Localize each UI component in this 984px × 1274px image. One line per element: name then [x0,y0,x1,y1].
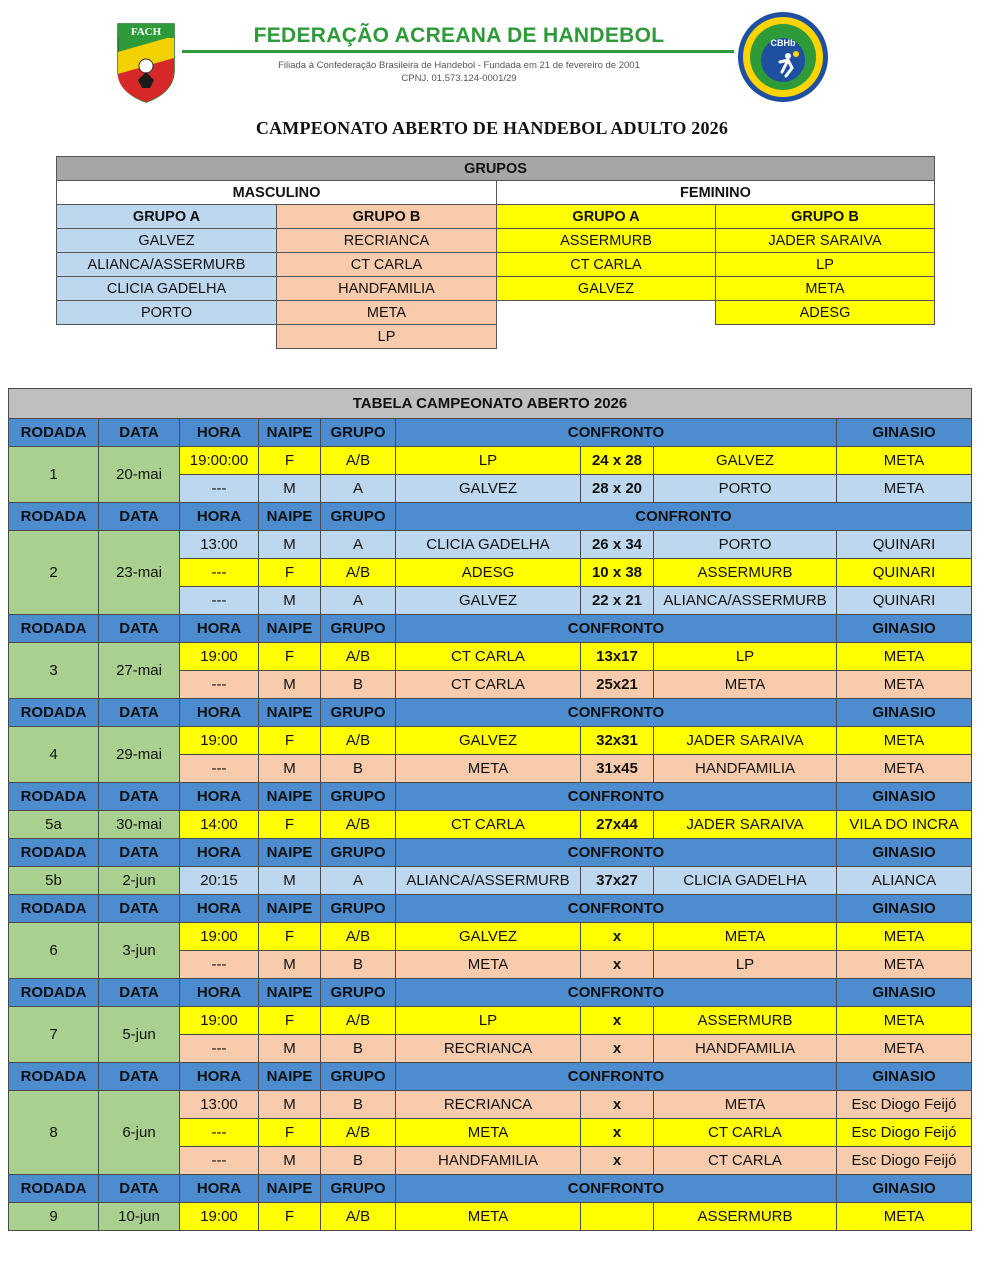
game-gender: M [259,587,321,615]
header-grupo: GRUPO [321,503,396,531]
round-date: 20-mai [99,447,180,503]
header-ginasio: GINASIO [837,895,972,923]
game-gender: F [259,1007,321,1035]
away-team: CT CARLA [654,1119,837,1147]
game-group: A/B [321,923,396,951]
game-group: A/B [321,811,396,839]
home-team: CLICIA GADELHA [396,531,581,559]
masc-group-a-header: GRUPO A [57,205,277,229]
round-date: 5-jun [99,1007,180,1063]
game-gender: F [259,559,321,587]
game-time: 19:00 [180,1007,259,1035]
header-rodada: RODADA [9,783,99,811]
home-team: GALVEZ [396,475,581,503]
away-team: ASSERMURB [654,1203,837,1231]
header-data: DATA [99,895,180,923]
header-data: DATA [99,615,180,643]
home-team: CT CARLA [396,643,581,671]
header-hora: HORA [180,979,259,1007]
header-naipe: NAIPE [259,615,321,643]
game-time: --- [180,1119,259,1147]
round-number: 5a [9,811,99,839]
fem-group-b-team: META [716,277,935,301]
header-hora: HORA [180,503,259,531]
masc-group-b-header: GRUPO B [277,205,497,229]
game-group: A/B [321,447,396,475]
header-data: DATA [99,979,180,1007]
round-number: 8 [9,1091,99,1175]
header-ginasio: GINASIO [837,1063,972,1091]
game-gender: M [259,755,321,783]
masc-group-a-team: CLICIA GADELHA [57,277,277,301]
away-team: CT CARLA [654,1147,837,1175]
header-grupo: GRUPO [321,699,396,727]
masc-group-b-team: HANDFAMILIA [277,277,497,301]
header-confronto: CONFRONTO [396,979,837,1007]
header-hora: HORA [180,895,259,923]
round-header-row [9,1175,972,1203]
game-time: --- [180,755,259,783]
header-naipe: NAIPE [259,419,321,447]
fach-logo [116,22,176,104]
header-naipe: NAIPE [259,1063,321,1091]
game-row [9,727,972,755]
feminino-header: FEMININO [497,181,935,205]
round-number: 6 [9,923,99,979]
round-number: 1 [9,447,99,503]
away-team: GALVEZ [654,447,837,475]
venue: QUINARI [837,587,972,615]
header-hora: HORA [180,783,259,811]
game-gender: F [259,923,321,951]
away-team: JADER SARAIVA [654,811,837,839]
groups-title: GRUPOS [57,157,935,181]
game-score: 32x31 [581,727,654,755]
header-rodada: RODADA [9,839,99,867]
game-gender: F [259,1203,321,1231]
game-row [9,923,972,951]
header-naipe: NAIPE [259,1175,321,1203]
header-data: DATA [99,419,180,447]
header-data: DATA [99,503,180,531]
masc-group-b-team: META [277,301,497,325]
header-rodada: RODADA [9,615,99,643]
game-row [9,643,972,671]
game-group: A/B [321,559,396,587]
round-number: 2 [9,531,99,615]
round-number: 5b [9,867,99,895]
game-row [9,531,972,559]
game-group: A/B [321,643,396,671]
fem-group-a-header: GRUPO A [497,205,716,229]
game-row [9,1007,972,1035]
schedule-title: TABELA CAMPEONATO ABERTO 2026 [9,389,972,419]
home-team: GALVEZ [396,727,581,755]
game-time: 19:00 [180,1203,259,1231]
game-time: --- [180,951,259,979]
round-date: 2-jun [99,867,180,895]
game-gender: M [259,1147,321,1175]
away-team: CLICIA GADELHA [654,867,837,895]
away-team: ALIANCA/ASSERMURB [654,587,837,615]
header-ginasio: GINASIO [837,839,972,867]
round-date: 10-jun [99,1203,180,1231]
cbhb-logo [736,10,830,104]
game-group: A/B [321,1203,396,1231]
round-date: 30-mai [99,811,180,839]
masculino-header: MASCULINO [57,181,497,205]
away-team: META [654,671,837,699]
away-team: META [654,923,837,951]
header-confronto: CONFRONTO [396,839,837,867]
round-header-row [9,839,972,867]
game-score: 31x45 [581,755,654,783]
round-header-row [9,419,972,447]
header-grupo: GRUPO [321,1175,396,1203]
header-confronto: CONFRONTO [396,783,837,811]
game-group: A/B [321,1007,396,1035]
game-gender: M [259,867,321,895]
header-confronto: CONFRONTO [396,1175,837,1203]
home-team: CT CARLA [396,671,581,699]
game-time: --- [180,671,259,699]
header-confronto: CONFRONTO [396,895,837,923]
game-time: --- [180,587,259,615]
venue: META [837,755,972,783]
venue: META [837,1203,972,1231]
round-date: 6-jun [99,1091,180,1175]
game-time: 13:00 [180,1091,259,1119]
cbhb-logo-text: CBHb [770,38,796,48]
game-row [9,447,972,475]
round-date: 29-mai [99,727,180,783]
header-rodada: RODADA [9,979,99,1007]
game-score: x [581,1147,654,1175]
venue: QUINARI [837,559,972,587]
venue: META [837,1035,972,1063]
fem-group-a-team: CT CARLA [497,253,716,277]
masc-group-a-team: PORTO [57,301,277,325]
header-hora: HORA [180,419,259,447]
venue: Esc Diogo Feijó [837,1147,972,1175]
away-team: META [654,1091,837,1119]
game-score: 37x27 [581,867,654,895]
header-data: DATA [99,1175,180,1203]
header-naipe: NAIPE [259,839,321,867]
game-gender: F [259,811,321,839]
game-time: 14:00 [180,811,259,839]
venue: META [837,727,972,755]
round-header-row [9,979,972,1007]
round-header-row [9,783,972,811]
header-ginasio: GINASIO [837,979,972,1007]
federation-divider [182,50,734,53]
game-row [9,811,972,839]
header-rodada: RODADA [9,419,99,447]
header-ginasio: GINASIO [837,419,972,447]
header-naipe: NAIPE [259,979,321,1007]
round-header-row [9,503,972,531]
away-team: LP [654,643,837,671]
game-gender: M [259,1091,321,1119]
empty-cell [497,325,716,349]
game-group: B [321,1035,396,1063]
federation-affiliation: Filiada à Confederação Brasileira de Handebol - Fundada em 21 de fevereiro de 2001 [278,60,640,71]
game-row [9,1203,972,1231]
venue: META [837,671,972,699]
header-ginasio: GINASIO [837,1175,972,1203]
game-time: 19:00 [180,923,259,951]
round-number: 3 [9,643,99,699]
game-time: --- [180,1035,259,1063]
home-team: META [396,1203,581,1231]
round-number: 7 [9,1007,99,1063]
round-header-row [9,615,972,643]
game-score: 28 x 20 [581,475,654,503]
header-ginasio: GINASIO [837,615,972,643]
header-rodada: RODADA [9,1063,99,1091]
game-time: --- [180,1147,259,1175]
away-team: PORTO [654,475,837,503]
home-team: HANDFAMILIA [396,1147,581,1175]
fem-group-b-team: ADESG [716,301,935,325]
header-hora: HORA [180,615,259,643]
home-team: LP [396,1007,581,1035]
home-team: META [396,951,581,979]
game-group: B [321,1147,396,1175]
game-score: x [581,1119,654,1147]
venue: META [837,1007,972,1035]
masc-group-b-team: RECRIANCA [277,229,497,253]
header-ginasio: GINASIO [837,699,972,727]
game-group: B [321,951,396,979]
game-group: A [321,587,396,615]
away-team: ASSERMURB [654,559,837,587]
home-team: GALVEZ [396,587,581,615]
home-team: RECRIANCA [396,1035,581,1063]
header-rodada: RODADA [9,1175,99,1203]
federation-title: FEDERAÇÃO ACREANA DE HANDEBOL [253,24,665,47]
game-group: A/B [321,727,396,755]
home-team: ADESG [396,559,581,587]
game-group: A [321,475,396,503]
round-date: 23-mai [99,531,180,615]
game-group: A/B [321,1119,396,1147]
game-row [9,1091,972,1119]
empty-cell [497,301,716,325]
game-score: x [581,951,654,979]
venue: META [837,951,972,979]
header-data: DATA [99,699,180,727]
header-data: DATA [99,1063,180,1091]
header-confronto: CONFRONTO [396,615,837,643]
header-rodada: RODADA [9,503,99,531]
away-team: PORTO [654,531,837,559]
header-confronto: CONFRONTO [396,503,972,531]
game-group: A [321,531,396,559]
championship-title: CAMPEONATO ABERTO DE HANDEBOL ADULTO 2026 [255,118,729,138]
away-team: ASSERMURB [654,1007,837,1035]
game-time: 20:15 [180,867,259,895]
fem-group-b-team: JADER SARAIVA [716,229,935,253]
schedule-table [8,388,972,1231]
empty-cell [716,325,935,349]
header-hora: HORA [180,699,259,727]
header-rodada: RODADA [9,895,99,923]
game-gender: F [259,727,321,755]
game-time: 19:00 [180,727,259,755]
venue: Esc Diogo Feijó [837,1119,972,1147]
header-hora: HORA [180,1175,259,1203]
away-team: JADER SARAIVA [654,727,837,755]
home-team: CT CARLA [396,811,581,839]
header-grupo: GRUPO [321,783,396,811]
round-date: 3-jun [99,923,180,979]
home-team: GALVEZ [396,923,581,951]
fach-logo-text: FACH [130,26,162,38]
venue: META [837,447,972,475]
game-gender: F [259,447,321,475]
masc-group-a-team: GALVEZ [57,229,277,253]
game-group: B [321,671,396,699]
game-group: B [321,1091,396,1119]
game-gender: M [259,671,321,699]
round-header-row [9,895,972,923]
game-gender: M [259,475,321,503]
header-naipe: NAIPE [259,783,321,811]
header-grupo: GRUPO [321,1063,396,1091]
header-naipe: NAIPE [259,503,321,531]
venue: META [837,923,972,951]
game-score [581,1203,654,1231]
game-score: 26 x 34 [581,531,654,559]
venue: META [837,475,972,503]
venue: Esc Diogo Feijó [837,1091,972,1119]
game-score: 22 x 21 [581,587,654,615]
game-time: 19:00:00 [180,447,259,475]
round-date: 27-mai [99,643,180,699]
fem-group-b-team: LP [716,253,935,277]
header-rodada: RODADA [9,699,99,727]
game-score: x [581,1007,654,1035]
game-gender: F [259,643,321,671]
game-score: 10 x 38 [581,559,654,587]
header-grupo: GRUPO [321,615,396,643]
round-number: 4 [9,727,99,783]
game-gender: M [259,951,321,979]
away-team: HANDFAMILIA [654,1035,837,1063]
game-time: 13:00 [180,531,259,559]
header-hora: HORA [180,839,259,867]
game-time: --- [180,475,259,503]
header-grupo: GRUPO [321,895,396,923]
header-data: DATA [99,839,180,867]
header-hora: HORA [180,1063,259,1091]
away-team: HANDFAMILIA [654,755,837,783]
header-confronto: CONFRONTO [396,699,837,727]
empty-cell [57,325,277,349]
masc-group-b-team: CT CARLA [277,253,497,277]
header-confronto: CONFRONTO [396,419,837,447]
game-group: B [321,755,396,783]
game-score: 27x44 [581,811,654,839]
header-data: DATA [99,783,180,811]
game-score: 24 x 28 [581,447,654,475]
game-gender: M [259,1035,321,1063]
federation-cnpj: CPNJ. 01.573.124-0001/29 [401,73,517,84]
round-number: 9 [9,1203,99,1231]
home-team: META [396,1119,581,1147]
groups-table [56,156,935,349]
header-ginasio: GINASIO [837,783,972,811]
header-grupo: GRUPO [321,839,396,867]
fem-group-a-team: ASSERMURB [497,229,716,253]
game-time: 19:00 [180,643,259,671]
fem-group-a-team: GALVEZ [497,277,716,301]
home-team: META [396,755,581,783]
venue: QUINARI [837,531,972,559]
masc-group-b-team: LP [277,325,497,349]
home-team: LP [396,447,581,475]
venue: ALIANCA [837,867,972,895]
game-time: --- [180,559,259,587]
game-score: 13x17 [581,643,654,671]
header-grupo: GRUPO [321,419,396,447]
header-naipe: NAIPE [259,895,321,923]
fem-group-b-header: GRUPO B [716,205,935,229]
header-confronto: CONFRONTO [396,1063,837,1091]
header-grupo: GRUPO [321,979,396,1007]
game-gender: F [259,1119,321,1147]
game-score: x [581,923,654,951]
round-header-row [9,1063,972,1091]
game-score: x [581,1035,654,1063]
game-row [9,867,972,895]
game-score: 25x21 [581,671,654,699]
home-team: ALIANCA/ASSERMURB [396,867,581,895]
home-team: RECRIANCA [396,1091,581,1119]
away-team: LP [654,951,837,979]
game-score: x [581,1091,654,1119]
game-gender: M [259,531,321,559]
venue: META [837,643,972,671]
masc-group-a-team: ALIANCA/ASSERMURB [57,253,277,277]
round-header-row [9,699,972,727]
venue: VILA DO INCRA [837,811,972,839]
header-naipe: NAIPE [259,699,321,727]
game-group: A [321,867,396,895]
